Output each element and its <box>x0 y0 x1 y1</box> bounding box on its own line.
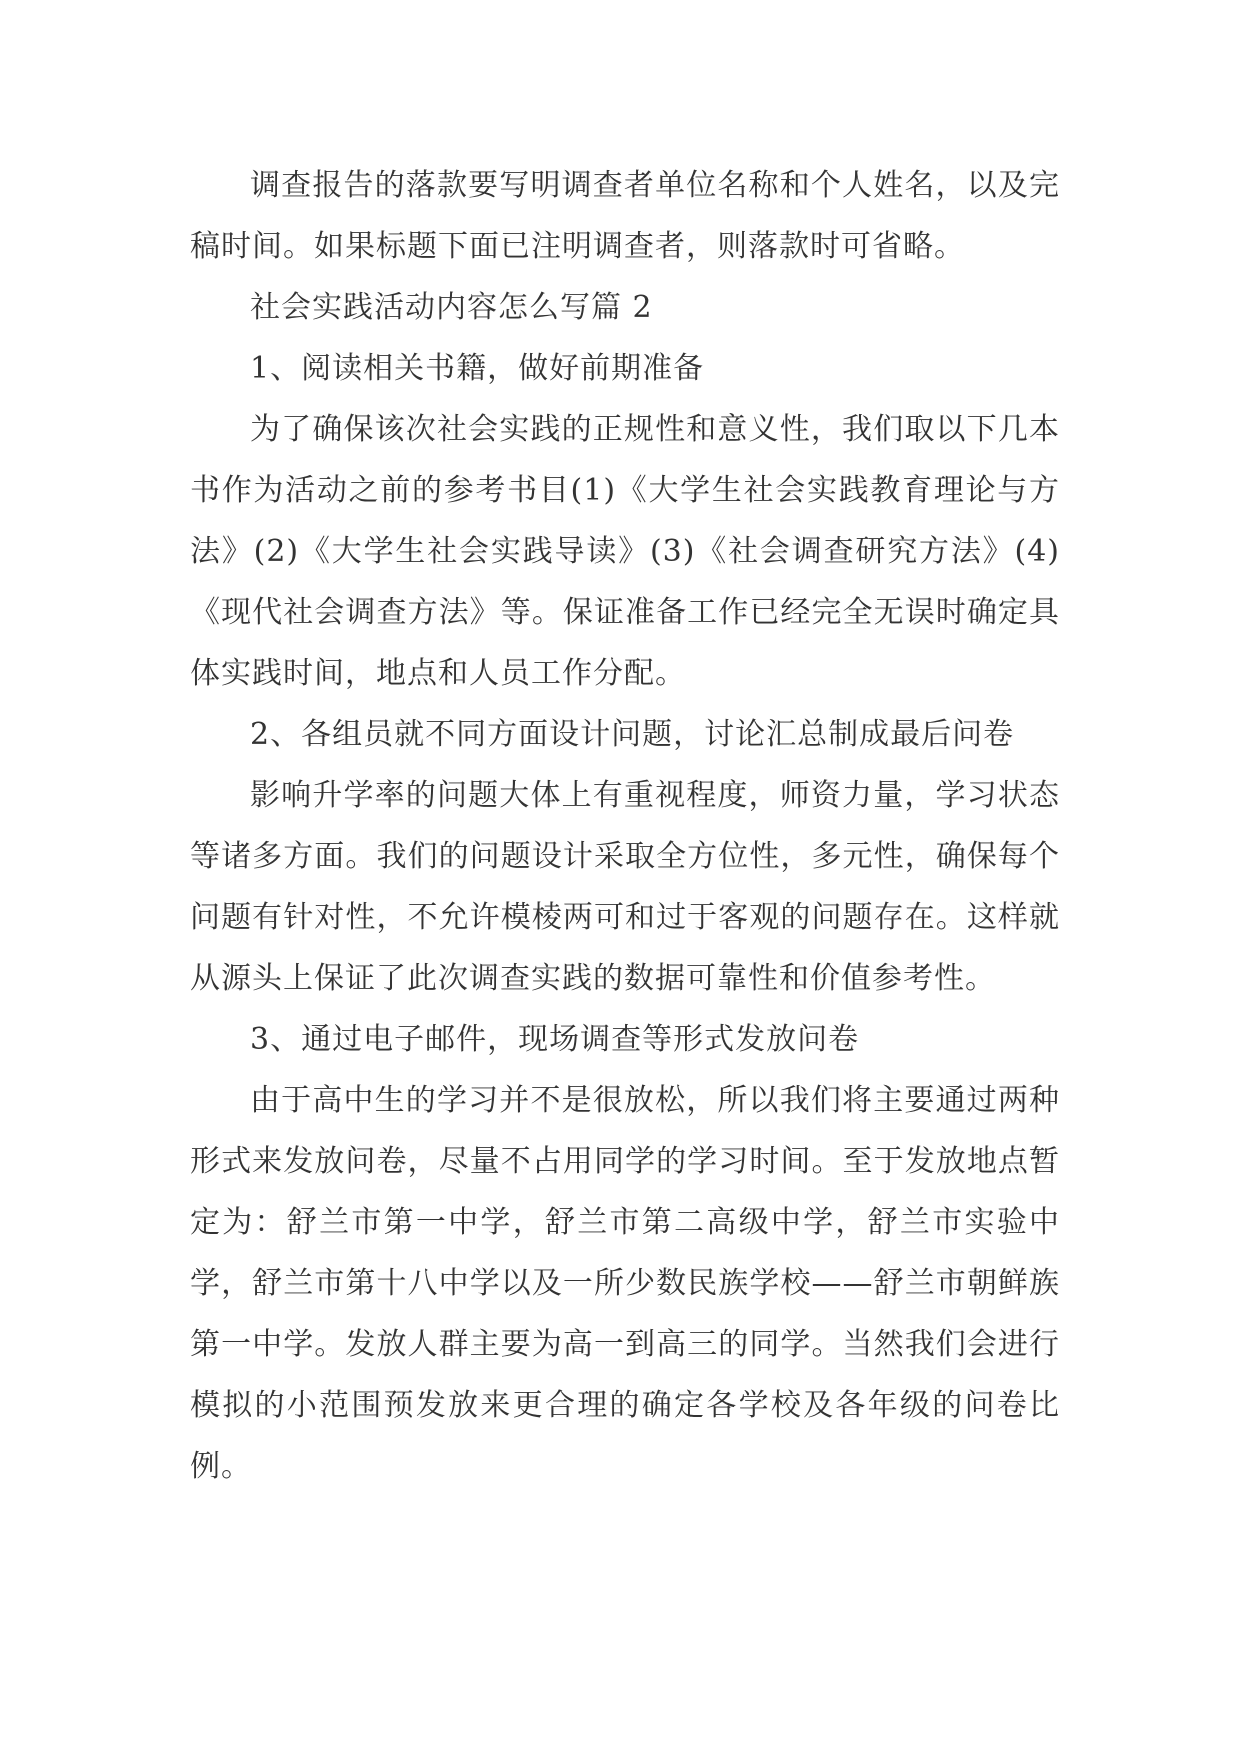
step-heading-1: 1、阅读相关书籍，做好前期准备 <box>250 351 705 386</box>
step-heading-2: 2、各组员就不同方面设计问题，讨论汇总制成最后问卷 <box>250 717 1015 752</box>
paragraph-reading-list: 为了确保该次社会实践的正规性和意义性，我们取以下几本书作为活动之前的参考书目(1)《大学生社会实践教育理论与方法》(2)《大学生社会实践导读》(3)《社会调查研究方法》(4)《现代社会调查方法》等。保证准备工作已经完全无误时确定具体实践时间，地点和人员工作分配。 <box>190 412 1060 691</box>
paragraph-distribution: 由于高中生的学习并不是很放松，所以我们将主要通过两种形式来发放问卷，尽量不占用同学的学习时间。至于发放地点暂定为：舒兰市第一中学，舒兰市第二高级中学，舒兰市实验中学，舒兰市第十八中学以及一所少数民族学校——舒兰市朝鲜族第一中学。发放人群主要为高一到高三的同学。当然我们会进行模拟的小范围预发放来更合理的确定各学校及各年级的问卷比例。 <box>190 1083 1060 1484</box>
paragraph-question-design: 影响升学率的问题大体上有重视程度，师资力量，学习状态等诸多方面。我们的问题设计采取全方位性，多元性，确保每个问题有针对性，不允许模棱两可和过于客观的问题存在。这样就从源头上保证了此次调查实践的数据可靠性和价值参考性。 <box>190 778 1060 996</box>
document-body <box>190 155 1060 1497</box>
section-title: 社会实践活动内容怎么写篇 2 <box>250 290 653 325</box>
step-heading-3: 3、通过电子邮件，现场调查等形式发放问卷 <box>250 1022 860 1057</box>
paragraph-signature-note: 调查报告的落款要写明调查者单位名称和个人姓名，以及完稿时间。如果标题下面已注明调查者，则落款时可省略。 <box>190 168 1060 264</box>
